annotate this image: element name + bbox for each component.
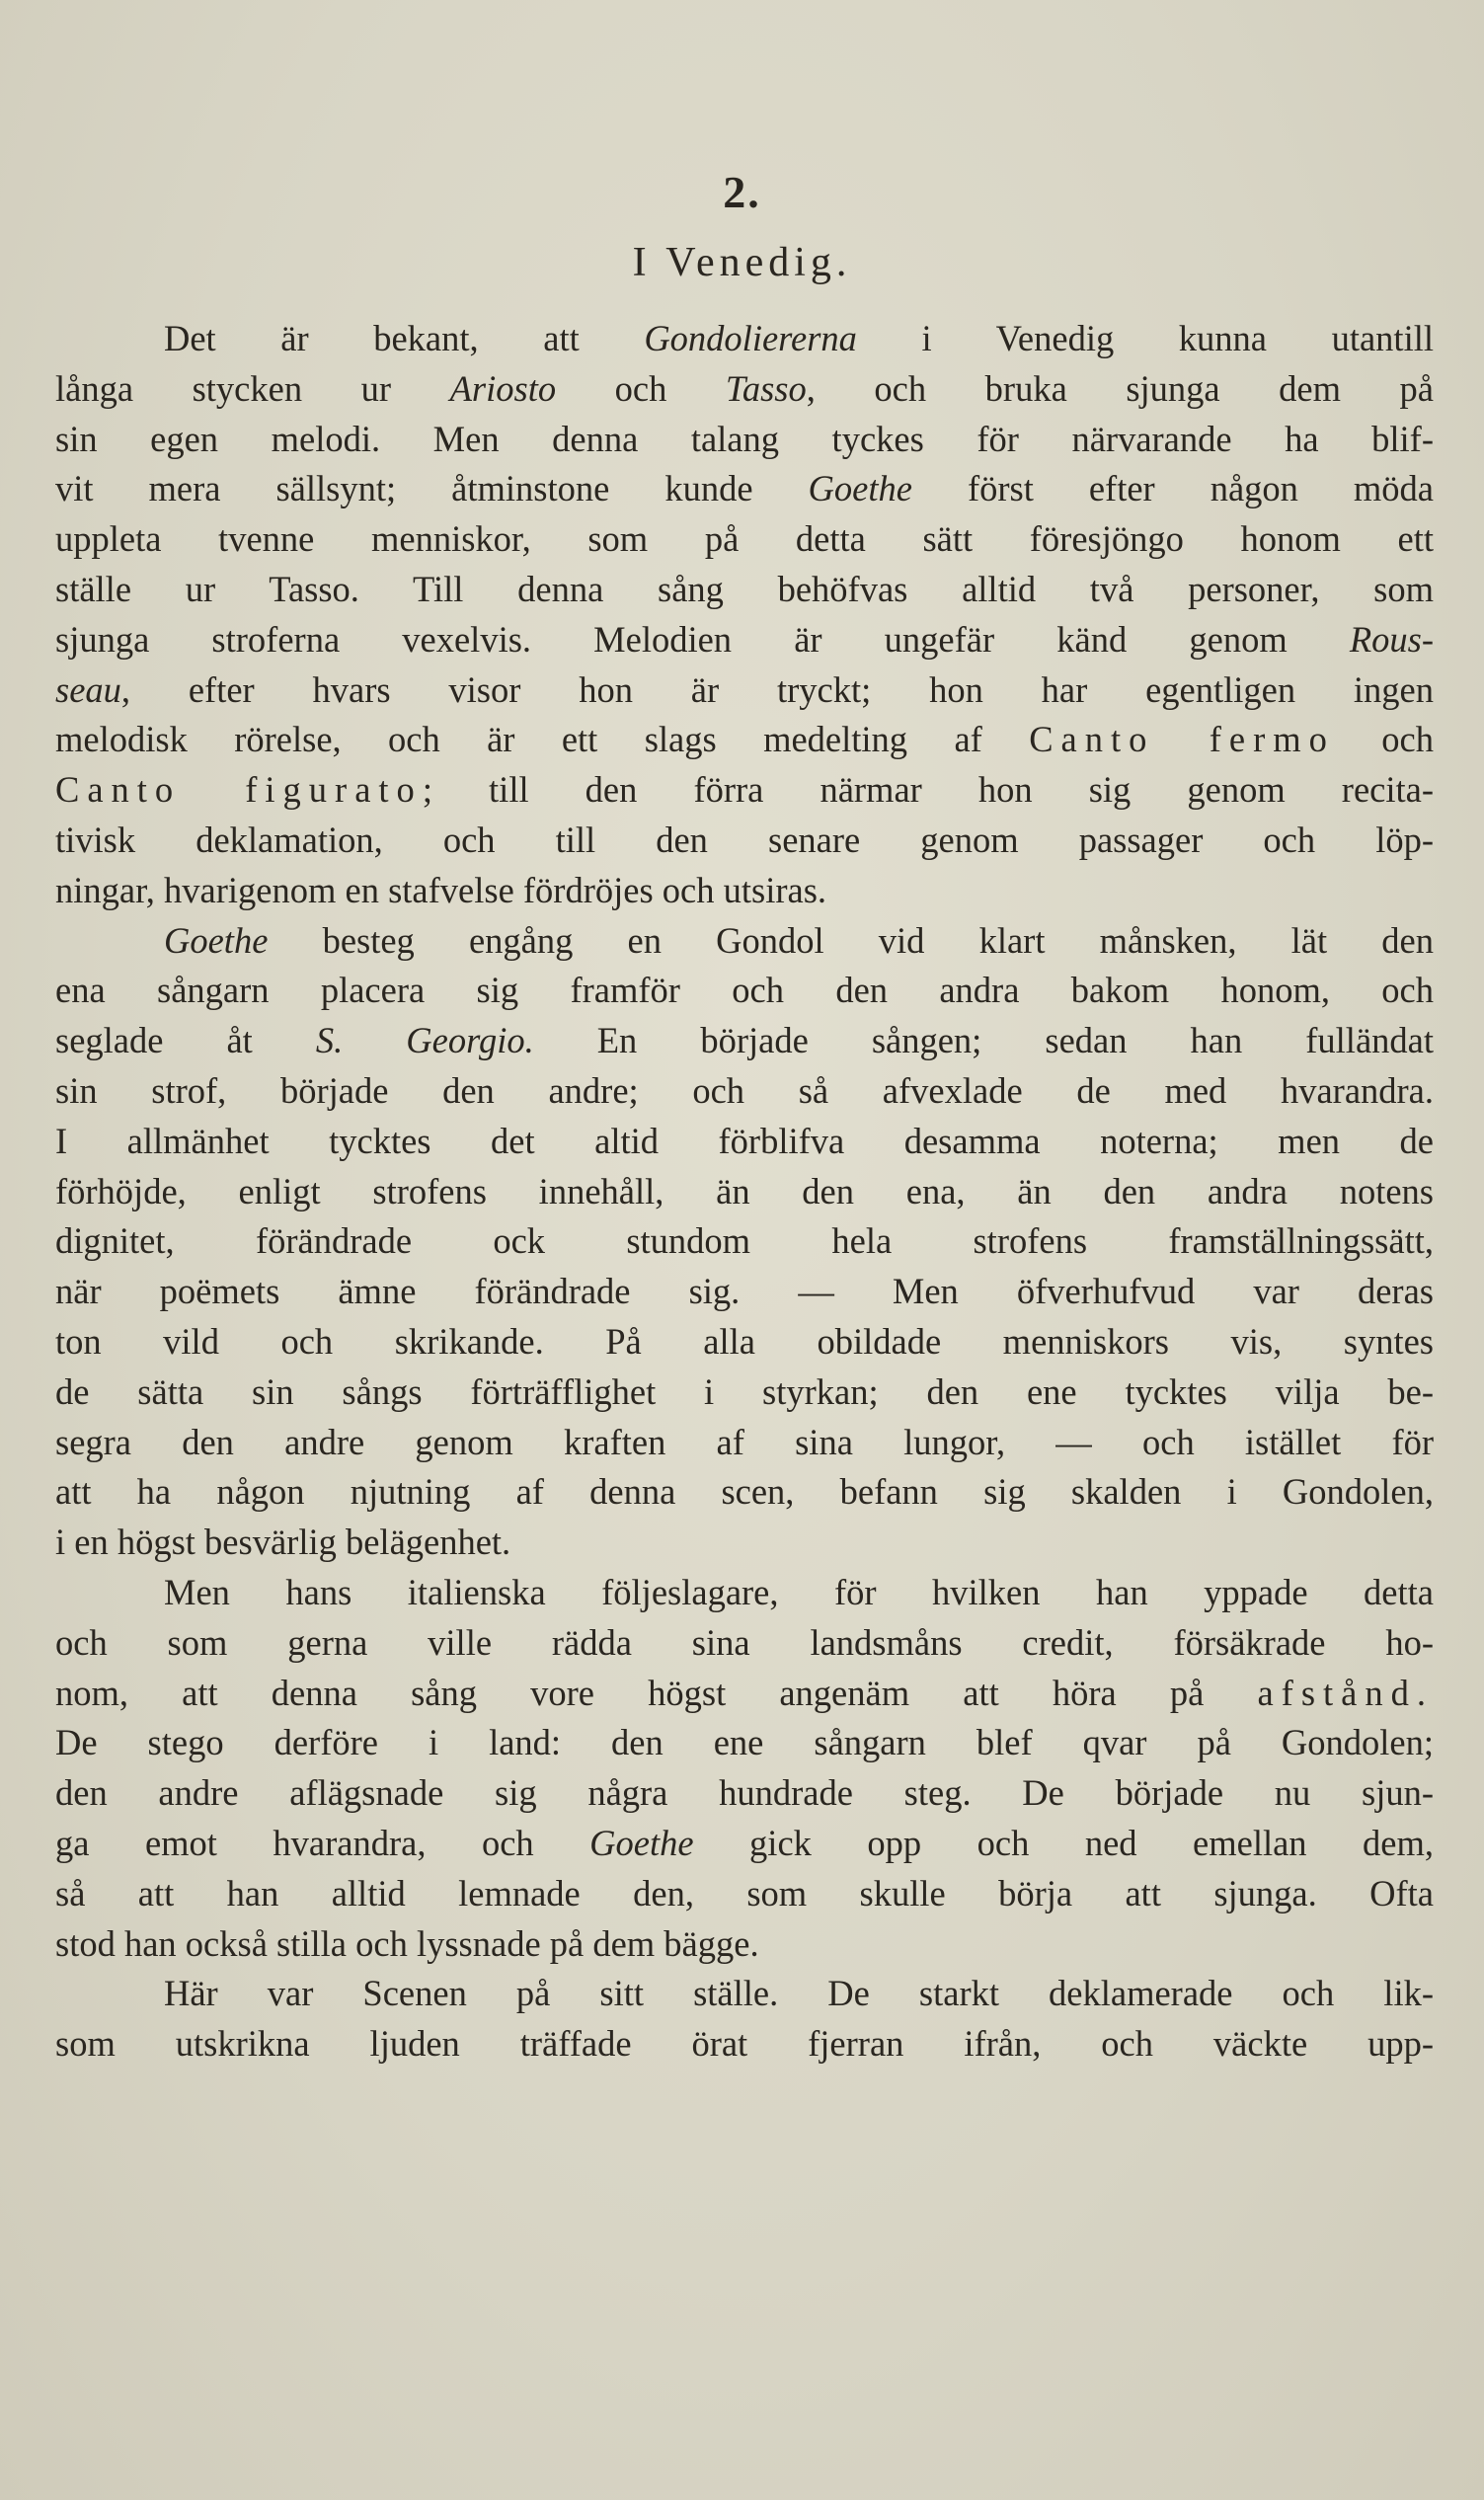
text-span: dignitet, förändrade ock stundom hela strofens framställningssätt,	[55, 1220, 1434, 1262]
italic-text: Ariosto	[449, 367, 557, 409]
text-span: Men hans italienska följeslagare, för hvilken han yppade detta	[164, 1571, 1434, 1612]
text-line	[55, 1618, 1434, 1669]
text-line	[55, 715, 1434, 765]
text-line	[55, 1117, 1434, 1167]
text-span: vit mera sällsynt; åtminstone kunde	[55, 468, 809, 509]
text-line	[55, 1669, 1434, 1719]
text-line	[55, 1718, 1434, 1768]
text-line	[55, 866, 1434, 916]
text-span: stod han också stilla och lyssnade på dem bägge.	[55, 1922, 759, 1964]
italic-text: Rous-	[1349, 618, 1434, 660]
text-span: ga emot hvarandra, och	[55, 1822, 590, 1863]
text-span: , efter hvars visor hon är tryckt; hon har egentligen ingen	[120, 668, 1434, 710]
text-line	[55, 1167, 1434, 1217]
text-span: när poëmets ämne förändrade sig. — Men öfverhufvud var deras	[55, 1271, 1434, 1312]
text-line	[55, 2019, 1434, 2070]
page-number: 2.	[723, 167, 761, 217]
chapter-title: I Venedig.	[632, 240, 852, 285]
text-span: De stego derföre i land: den ene sångarn blef qvar på Gondolen;	[55, 1722, 1434, 1763]
text-span: gick opp och ned emellan dem,	[693, 1822, 1435, 1863]
text-line	[55, 1518, 1434, 1568]
text-line	[55, 665, 1434, 716]
italic-text: Goethe	[589, 1822, 694, 1863]
text-line	[55, 765, 1434, 816]
text-line	[55, 1216, 1434, 1267]
italic-text: Goethe	[808, 468, 912, 509]
text-line	[55, 1919, 1434, 1970]
italic-text: Goethe	[164, 919, 269, 961]
text-span: segra den andre genom kraften af sina lungor, — och istället för	[55, 1421, 1434, 1462]
text-line	[55, 1016, 1434, 1066]
text-line	[55, 1568, 1434, 1618]
text-line	[55, 314, 1434, 364]
text-line	[55, 514, 1434, 565]
text-span: ningar, hvarigenom en stafvelse fördröjes och utsiras.	[55, 869, 827, 910]
text-line	[55, 415, 1434, 465]
text-span: i en högst besvärlig belägenhet.	[55, 1522, 511, 1563]
text-span: seglade åt	[55, 1020, 316, 1061]
spaced-text: Canto fermo	[1029, 719, 1335, 760]
text-span: långa stycken ur	[55, 367, 450, 409]
text-line	[55, 1367, 1434, 1418]
spaced-text: afstånd.	[1257, 1672, 1434, 1713]
text-span: melodisk rörelse, och är ett slags medelting af	[55, 719, 1030, 760]
text-span: så att han alltid lemnade den, som skulle börja att sjunga. Ofta	[55, 1872, 1434, 1914]
text-line	[55, 615, 1434, 665]
text-line	[55, 1969, 1434, 2019]
text-span: och	[1334, 719, 1435, 760]
text-span: i Venedig kunna utantill	[856, 318, 1434, 358]
body-text	[55, 314, 1434, 2070]
text-span: ton vild och skrikande. På alla obildade menniskors vis, syntes	[55, 1320, 1434, 1362]
text-span: sin strof, började den andre; och så afvexlade de med hvarandra.	[55, 1069, 1434, 1111]
text-span: Det är bekant, att	[164, 318, 645, 358]
text-span: besteg engång en Gondol vid klart månsken, lät den	[268, 919, 1434, 961]
text-span: förhöjde, enligt strofens innehåll, än den ena, än den andra notens	[55, 1170, 1434, 1211]
text-line	[55, 1819, 1434, 1869]
text-span: som utskrikna ljuden träffade örat fjerran ifrån, och väckte upp-	[55, 2023, 1434, 2065]
text-line	[55, 1467, 1434, 1518]
italic-text: Tasso	[725, 367, 807, 409]
text-line	[55, 1768, 1434, 1819]
text-span: sin egen melodi. Men denna talang tyckes för närvarande ha blif-	[55, 418, 1434, 459]
text-span: den andre aflägsnade sig några hundrade steg. De började nu sjun-	[55, 1772, 1434, 1814]
text-span: och	[556, 367, 726, 409]
text-span: uppleta tvenne menniskor, som på detta sätt föresjöngo honom ett	[55, 518, 1434, 560]
text-span: sjunga stroferna vexelvis. Melodien är ungefär känd genom	[55, 618, 1350, 660]
text-span: Här var Scenen på sitt ställe. De starkt deklamerade och lik-	[164, 1973, 1434, 2014]
text-span: först efter någon möda	[911, 468, 1434, 509]
text-line	[55, 1869, 1434, 1919]
italic-text: Gondoliererna	[644, 318, 857, 358]
text-line	[55, 966, 1434, 1016]
text-line	[55, 1418, 1434, 1468]
italic-text: seau	[55, 668, 121, 710]
text-span: de sätta sin sångs förträfflighet i styrkan; den ene tycktes vilja be-	[55, 1370, 1434, 1412]
text-span: I allmänhet tycktes det altid förblifva desamma noterna; men de	[55, 1120, 1434, 1161]
text-line	[55, 565, 1434, 615]
text-span: ena sångarn placera sig framför och den andra bakom honom, och	[55, 970, 1434, 1011]
text-line	[55, 464, 1434, 514]
text-span: tivisk deklamation, och till den senare genom passager och löp-	[55, 819, 1434, 860]
text-span: nom, att denna sång vore högst angenäm att höra på	[55, 1672, 1258, 1713]
text-span: En började sången; sedan han fulländat	[533, 1020, 1434, 1061]
spaced-text: Canto figurato	[55, 769, 423, 811]
text-span: och som gerna ville rädda sina landsmåns credit, försäkrade ho-	[55, 1621, 1434, 1663]
text-line	[55, 916, 1434, 967]
text-line	[55, 1317, 1434, 1367]
text-span: att ha någon njutning af denna scen, befann sig skalden i Gondolen,	[55, 1471, 1434, 1513]
text-line	[55, 1267, 1434, 1317]
text-line	[55, 816, 1434, 866]
text-span: , och bruka sjunga dem på	[806, 367, 1434, 409]
text-span: ; till den förra närmar hon sig genom recita-	[422, 769, 1434, 811]
italic-text: S. Georgio.	[315, 1020, 534, 1061]
text-line	[55, 1066, 1434, 1117]
text-span: ställe ur Tasso. Till denna sång behöfvas alltid två personer, som	[55, 568, 1434, 609]
text-line	[55, 364, 1434, 415]
